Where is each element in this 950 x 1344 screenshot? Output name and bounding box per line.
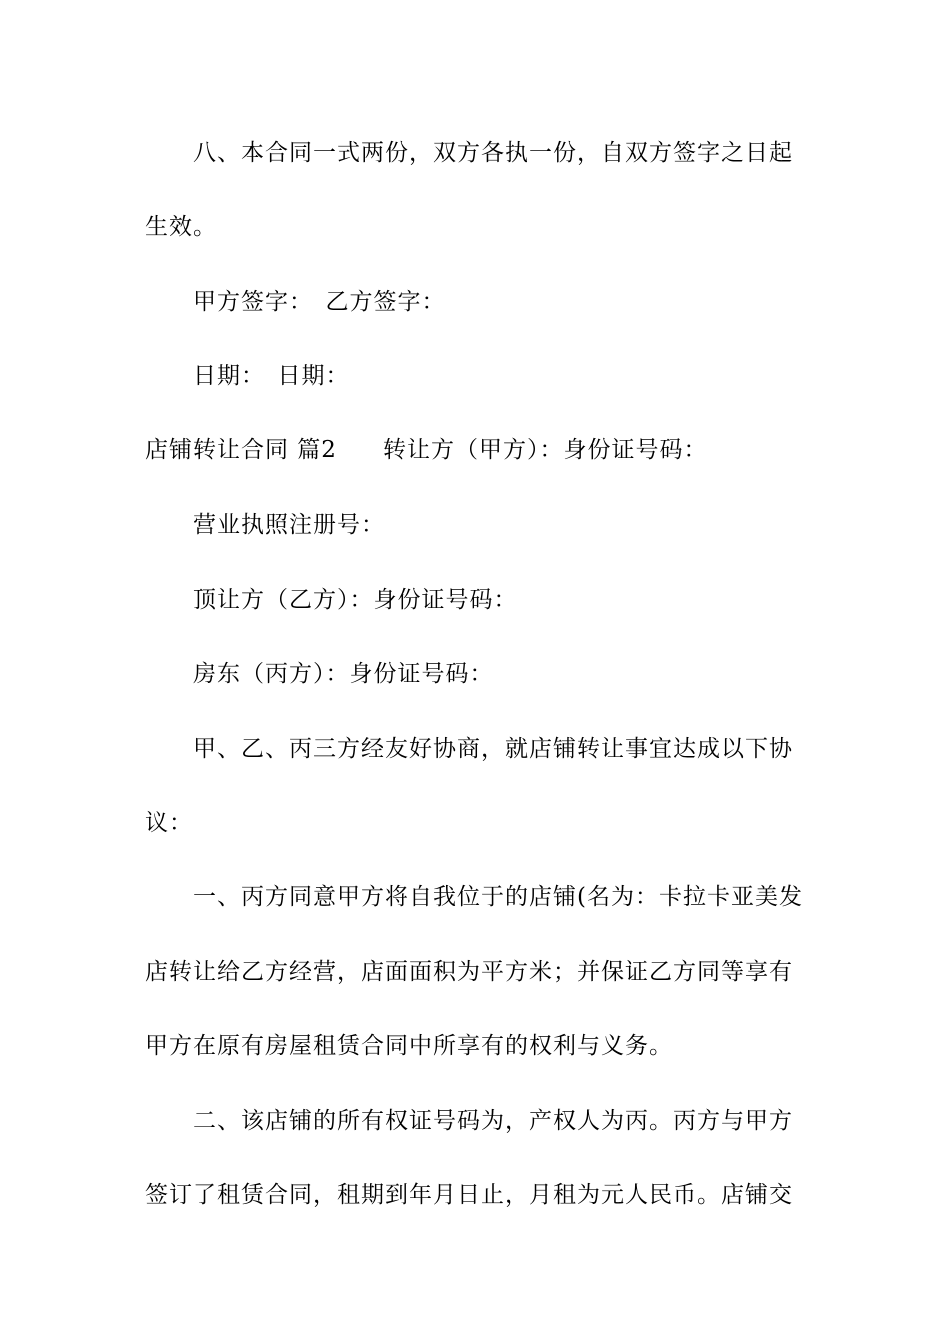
transferee-line: 顶让方（乙方）：身份证号码： [193,587,518,613]
signature-line: 甲方签字： 乙方签字： [193,289,446,315]
clause-1-line-1: 一、丙方同意甲方将自我位于的店铺(名为：卡拉卡亚美发 [193,884,803,910]
date-line: 日期： 日期： [193,363,350,389]
agreement-intro-line-1: 甲、乙、丙三方经友好协商，就店铺转让事宜达成以下协 [193,736,793,762]
business-license-line: 营业执照注册号： [193,512,385,538]
contract-title-row [145,435,707,465]
contract-title: 店铺转让合同 篇2 [145,437,337,463]
transferor-info: 转让方（甲方）：身份证号码： [382,437,708,463]
clause-8-line-1: 八、本合同一式两份，双方各执一份，自双方签字之日起 [193,140,793,166]
clause-1-line-3: 甲方在原有房屋租赁合同中所享有的权利与义务。 [145,1033,673,1059]
landlord-line: 房东（丙方）：身份证号码： [193,661,494,687]
clause-8-line-2: 生效。 [145,214,217,240]
clause-2-line-2: 签订了租赁合同，租期到年月日止，月租为元人民币。店铺交 [145,1182,793,1208]
agreement-intro-line-2: 议： [145,810,193,836]
clause-2-line-1: 二、该店铺的所有权证号码为，产权人为丙。丙方与甲方 [193,1108,793,1134]
clause-1-line-2: 店转让给乙方经营，店面面积为平方米；并保证乙方同等享有 [145,959,793,985]
